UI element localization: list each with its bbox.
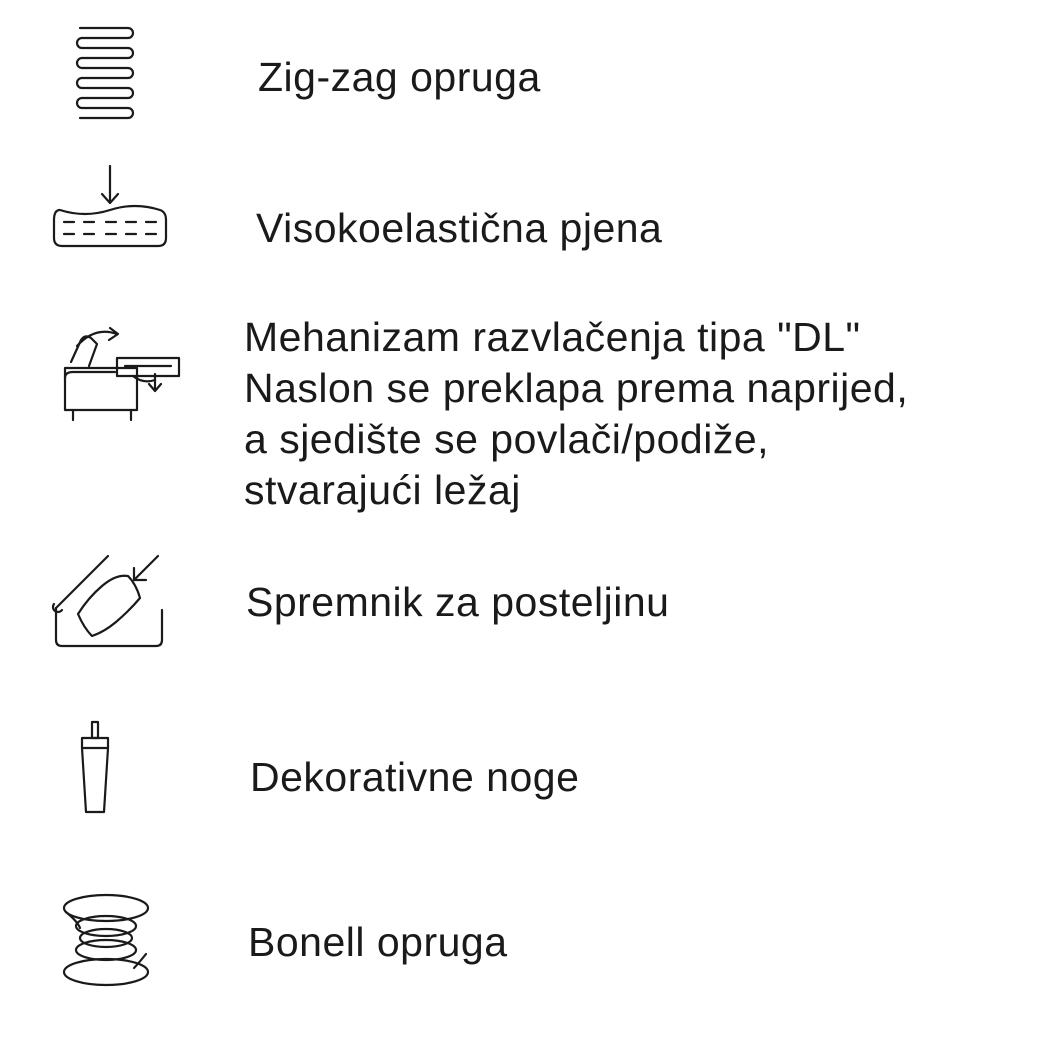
feature-label-zigzag-spring: Zig-zag opruga — [258, 54, 541, 100]
bonell-spring-icon — [58, 892, 158, 992]
feature-label-sofa-mechanism: Mehanizam razvlačenja tipa "DL" Naslon se preklapa prema naprijed, a sjedište se povlači/podiže, stvarajući ležaj — [244, 314, 909, 513]
bedding-storage-icon — [50, 548, 170, 653]
zigzag-spring-icon — [70, 22, 140, 122]
feature-label-decorative-leg: Dekorativne noge — [250, 754, 580, 800]
feature-label-memory-foam: Visokoelastična pjena — [256, 205, 663, 251]
sofa-mechanism-icon — [55, 318, 185, 428]
memory-foam-icon — [50, 160, 170, 255]
decorative-leg-icon — [78, 718, 118, 818]
feature-label-bonell-spring: Bonell opruga — [248, 919, 508, 965]
feature-label-bedding-storage: Spremnik za posteljinu — [246, 579, 670, 625]
